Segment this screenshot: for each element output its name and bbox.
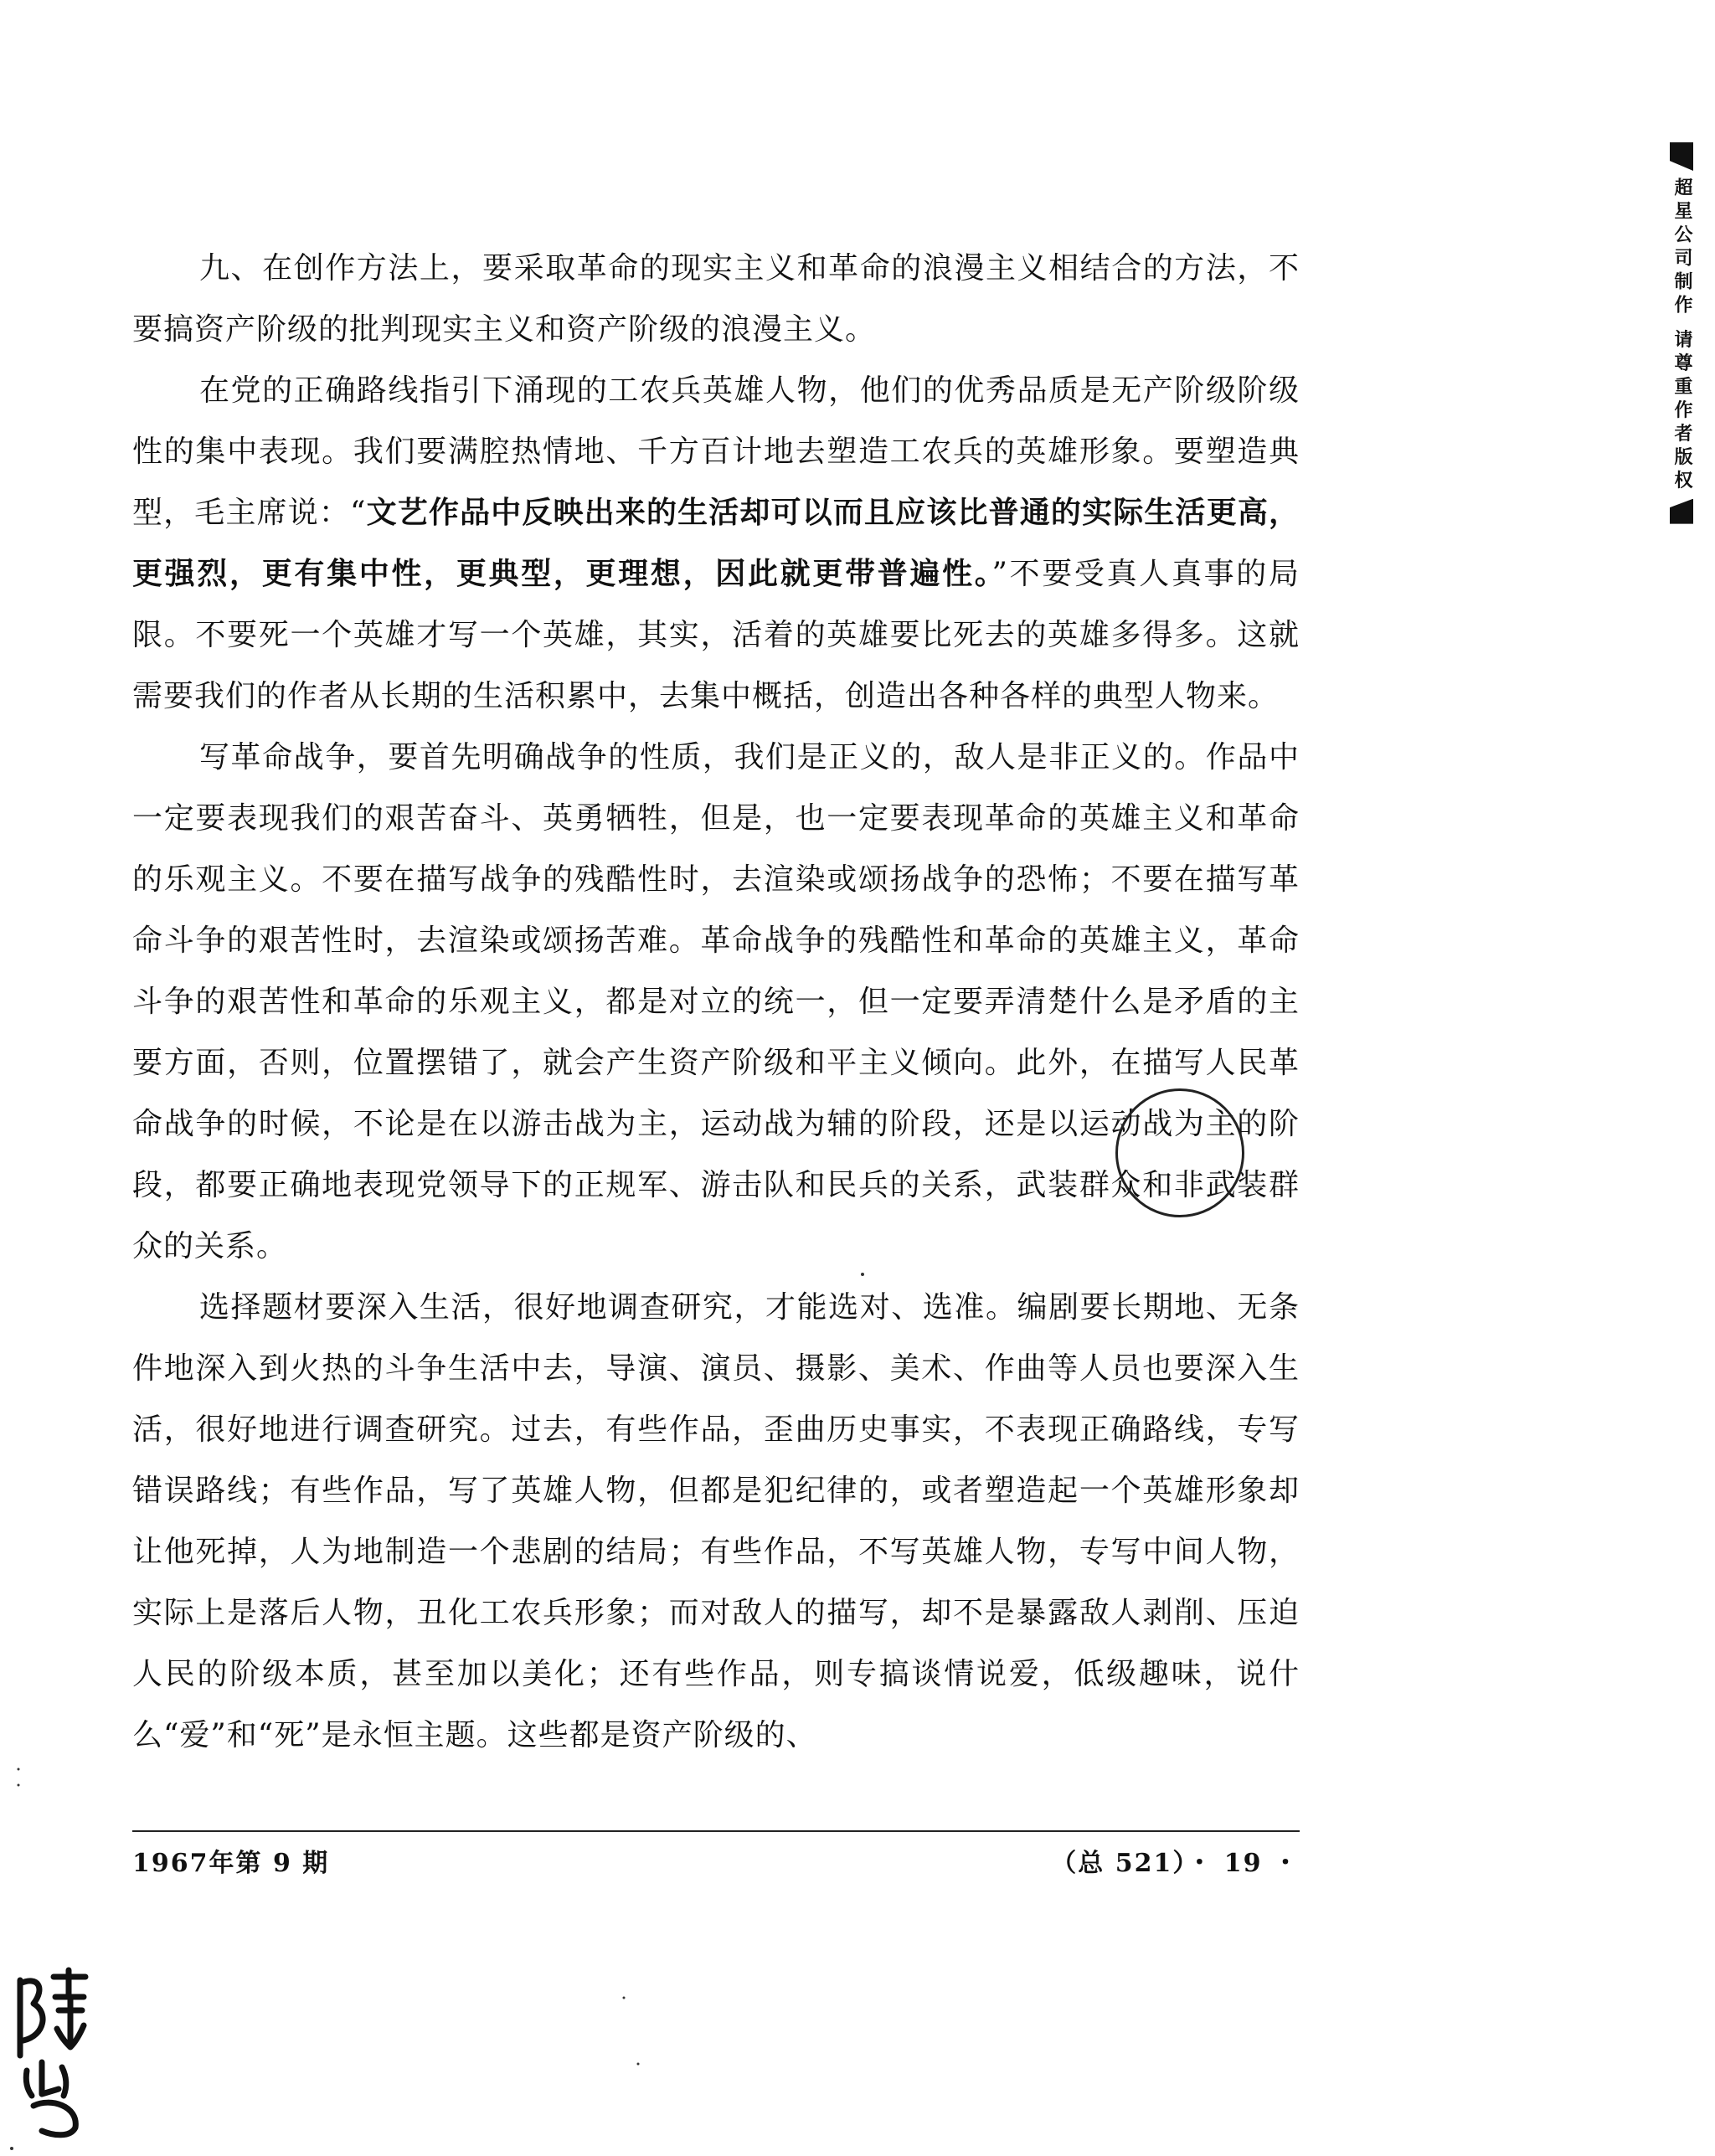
- paragraph: [132, 1277, 1300, 1766]
- watermark-text: 超星公司制作 请尊重作者版权: [1671, 178, 1692, 494]
- paragraph-text: 写革命战争，要首先明确战争的性质，我们是正义的，敌人是非正义的。作品中一定要表现我们的艰苦奋斗、英勇牺牲，但是，也一定要表现革命的英雄主义和革命的乐观主义。不要在描写战争的残酷性时，去渲染或颂扬战争的恐怖；不要在描写革命斗争的艰苦性时，去渲染或颂扬苦难。革命战争的残酷性和革命的英雄主义，革命斗争的艰苦性和革命的乐观主义，都是对立的统一，但一定要弄清楚什么是矛盾的主要方面，否则，位置摆错了，就会产生资产阶级和平主义倾向。此外，在描写人民革命战争的时候，不论是在以游击战为主，运动战为辅的阶段，还是以运动战为主的阶段，都要正确地表现党领导下的正规军、游击队和民兵的关系，武装群众和非武装群众的关系。: [132, 740, 1300, 1263]
- paragraph: [132, 360, 1300, 727]
- quoted-bold-text: 文艺作品中反映出来的生活却可以而且应该比普通的实际生活更高，更强烈，更有集中性，更典型，更理想，因此就更带普遍性。: [132, 496, 1300, 591]
- page-number: （总 521）・ 19 ・: [1051, 1849, 1300, 1878]
- paragraph: [132, 727, 1300, 1277]
- article-body: [132, 238, 1300, 1766]
- paragraph: [132, 238, 1300, 360]
- paragraph-text: 九、在创作方法上，要采取革命的现实主义和革命的浪漫主义相结合的方法，不要搞资产阶级的批判现实主义和资产阶级的浪漫主义。: [132, 251, 1300, 347]
- issue-label: 1967年第 9 期: [132, 1849, 330, 1878]
- paragraph-text: ”不要受真人真事的局限。不要死一个英雄才写一个英雄，其实，活着的英雄要比死去的英雄多得多。这就需要我们的作者从长期的生活积累中，去集中概括，创造出各种各样的典型人物来。: [132, 557, 1300, 713]
- watermark-bar-top: [1670, 142, 1693, 171]
- watermark-bar-bottom: [1670, 499, 1693, 524]
- footer-divider: [132, 1830, 1300, 1832]
- copyright-watermark: [1665, 142, 1698, 524]
- seal-stamp: [8, 1963, 99, 2139]
- paragraph-text: 选择题材要深入生活，很好地调查研究，才能选对、选准。编剧要长期地、无条件地深入到火热的斗争生活中去，导演、演员、摄影、美术、作曲等人员也要深入生活，很好地进行调查研究。过去，有些作品，歪曲历史事实，不表现正确路线，专写错误路线；有些作品，写了英雄人物，但都是犯纪律的，或者塑造起一个英雄形象却让他死掉，人为地制造一个悲剧的结局；有些作品，不写英雄人物，专写中间人物，实际上是落后人物，丑化工农兵形象；而对敌人的描写，却不是暴露敌人剥削、压迫人民的阶级本质，甚至加以美化；还有些作品，则专搞谈情说爱，低级趣味，说什么“爱”和“死”是永恒主题。这些都是资产阶级的、: [132, 1290, 1300, 1752]
- paragraph-text: 在党的正确路线指引下涌现的工农兵英雄人物，他们的优秀品质是无产阶级阶级性的集中表现。我们要满腔热情地、千方百计地去塑造工农兵的英雄形象。要塑造典型，毛主席说：“: [132, 373, 1300, 530]
